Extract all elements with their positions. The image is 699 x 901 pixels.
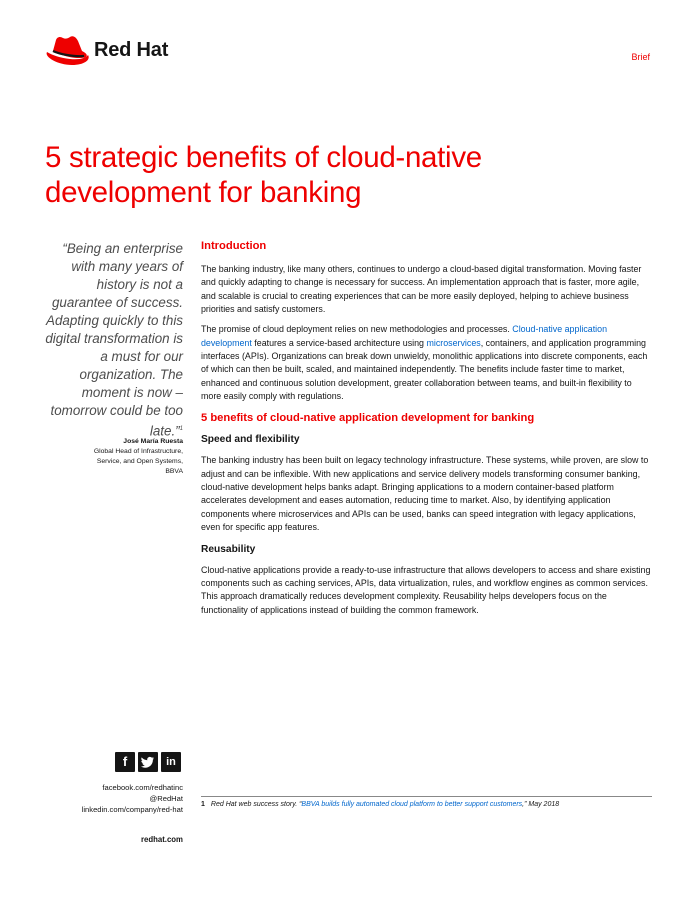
benefit-1-title: Speed and flexibility bbox=[201, 434, 300, 446]
logo-wordmark: Red Hat bbox=[94, 39, 169, 61]
intro-paragraph-2-text-c: , containers, and application programming interfaces (APIs). Organizations can break down unwieldy, monolithic applications into discrete components, each of which can then be built, scaled, and maintained independently. The benefits include faster time to market, enhanced and continuous solution development, greater collaboration between teams, and built-in flexibility to more easily comply with regulations. bbox=[201, 337, 648, 402]
twitter-link[interactable]: @RedHat bbox=[149, 794, 183, 803]
benefit-2-title: Reusability bbox=[201, 543, 256, 555]
intro-paragraph-1: The banking industry, like many others, continues to undergo a cloud-based digital transformation. Moving faster and quickly adapting to change is necessary for success. An implementation approach that is faster, more agile, and scalable is crucial to creating experiences that can be more easily deployed, helping to achieve business priorities and satisfy customers. bbox=[201, 264, 642, 315]
intro-paragraph-2-text-a: The promise of cloud deployment relies on new methodologies and processes. bbox=[201, 324, 513, 335]
footnote-text-a: Red Hat web success story. “ bbox=[210, 801, 302, 808]
attribution-role-line-1: Global Head of Infrastructure, bbox=[93, 448, 183, 455]
social-icons bbox=[115, 752, 183, 772]
footnote-text-b: ,” May 2018 bbox=[522, 801, 560, 808]
website-link[interactable]: redhat.com bbox=[140, 835, 183, 844]
pull-quote-text: “Being an enterprise with many years of history is not a guarantee of success. Adapting quickly to this digital transformation is a must for our organization. The moment is now – tomorrow could be too late.” bbox=[45, 241, 183, 439]
footnote-number: 1 bbox=[201, 801, 205, 808]
microservices-link[interactable]: microservices bbox=[426, 337, 481, 348]
footnote-divider bbox=[201, 796, 652, 797]
twitter-icon[interactable] bbox=[138, 752, 158, 772]
red-hat-icon bbox=[44, 35, 92, 69]
benefit-2-text: Cloud-native applications provide a ready-to-use infrastructure that allows developers to access and share existing components such as caching services, APIs, data virtualization, rules, and workflow engines as common services. This approach dramatically reduces development complexity. Reusability helps developers focus on the functionality of applications instead of building the common framework. bbox=[201, 564, 651, 615]
quote-attribution bbox=[60, 437, 183, 477]
page-title: 5 strategic benefits of cloud-native development for banking bbox=[45, 141, 482, 209]
pull-quote bbox=[40, 240, 183, 440]
bbva-success-story-link[interactable]: BBVA builds fully automated cloud platform to better support customers bbox=[301, 801, 523, 808]
pull-quote-footnote-ref: 1 bbox=[179, 426, 183, 432]
main-content bbox=[201, 238, 653, 617]
attribution-role-line-2: Service, and Open Systems, bbox=[96, 458, 183, 465]
linkedin-link[interactable]: linkedin.com/company/red-hat bbox=[81, 805, 183, 814]
cloud-native-development-link[interactable]: Cloud-native application development bbox=[201, 324, 608, 348]
intro-paragraph-2-text-b: features a service-based architecture using bbox=[251, 337, 427, 348]
benefits-heading: 5 benefits of cloud-native application development for banking bbox=[201, 412, 535, 425]
intro-paragraph-2 bbox=[201, 323, 653, 403]
footnote bbox=[201, 800, 652, 810]
document-type-label: Brief bbox=[631, 52, 650, 62]
linkedin-icon[interactable]: in bbox=[161, 752, 181, 772]
attribution-organization: BBVA bbox=[165, 468, 183, 475]
red-hat-logo[interactable] bbox=[44, 35, 194, 69]
attribution-name: José María Ruesta bbox=[123, 438, 183, 445]
social-links bbox=[40, 782, 183, 815]
benefit-1-text: The banking industry has been built on legacy technology infrastructure. These systems, while proven, are slow to adjust and can be inflexible. With new applications and service delivery models transforming consumer banking, cloud-native development helps banks adapt. Bringing applications to a modern container-based platform accelerates development and eases automation, reducing time to market. Also, by identifying application components where microservices and APIs can be used, banks can speed integration with legacy applications, even for specific app features. bbox=[201, 455, 649, 533]
intro-heading: Introduction bbox=[201, 240, 267, 252]
facebook-link[interactable]: facebook.com/redhatinc bbox=[102, 783, 183, 792]
facebook-icon[interactable]: f bbox=[115, 752, 135, 772]
